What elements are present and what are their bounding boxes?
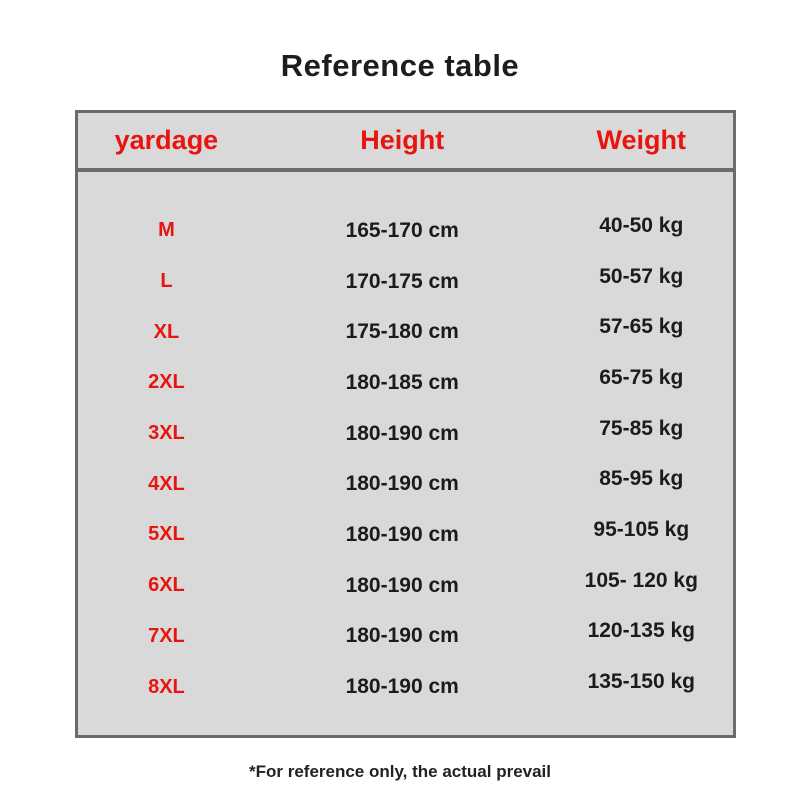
size-cell: 5XL xyxy=(148,523,185,546)
table-row xyxy=(78,256,733,307)
column-header-height: Height xyxy=(360,125,445,155)
table-row xyxy=(78,611,733,662)
height-cell: 180-190 cm xyxy=(345,675,459,699)
weight-cell: 75-85 kg xyxy=(599,416,684,440)
footnote: *For reference only, the actual prevail xyxy=(248,762,551,781)
weight-cell: 65-75 kg xyxy=(599,365,684,389)
table-row xyxy=(78,306,733,357)
height-cell: 180-190 cm xyxy=(345,624,459,648)
weight-cell: 135-150 kg xyxy=(587,670,695,694)
weight-cell: 40-50 kg xyxy=(599,213,684,237)
page-title: Reference table xyxy=(280,48,520,83)
table-body xyxy=(78,172,733,712)
table-row xyxy=(78,458,733,509)
table-row xyxy=(78,560,733,611)
height-cell: 170-175 cm xyxy=(345,269,459,293)
size-cell: 6XL xyxy=(148,574,185,597)
size-cell: M xyxy=(158,219,175,242)
weight-cell: 85-95 kg xyxy=(599,467,684,491)
size-cell: 8XL xyxy=(148,675,185,698)
column-header-weight: Weight xyxy=(596,125,687,155)
height-cell: 180-190 cm xyxy=(345,522,459,546)
weight-cell: 105- 120 kg xyxy=(584,568,698,592)
height-cell: 180-190 cm xyxy=(345,421,459,445)
table-row xyxy=(78,205,733,256)
weight-cell: 120-135 kg xyxy=(587,619,695,643)
table-header-row xyxy=(78,113,733,172)
table-row xyxy=(78,357,733,408)
size-cell: XL xyxy=(153,320,180,343)
weight-cell: 57-65 kg xyxy=(599,315,684,339)
size-cell: 2XL xyxy=(148,371,185,394)
table-row xyxy=(78,661,733,712)
weight-cell: 95-105 kg xyxy=(593,517,690,541)
column-header-yardage: yardage xyxy=(114,125,219,155)
size-reference-table xyxy=(75,110,736,738)
size-cell: 3XL xyxy=(148,422,185,445)
height-cell: 180-185 cm xyxy=(345,370,459,394)
size-cell: 4XL xyxy=(148,472,185,495)
size-cell: L xyxy=(160,270,173,293)
table-row xyxy=(78,509,733,560)
size-cell: 7XL xyxy=(148,624,185,647)
height-cell: 175-180 cm xyxy=(345,320,459,344)
height-cell: 165-170 cm xyxy=(345,218,459,242)
height-cell: 180-190 cm xyxy=(345,472,459,496)
table-row xyxy=(78,408,733,459)
weight-cell: 50-57 kg xyxy=(599,264,684,288)
height-cell: 180-190 cm xyxy=(345,573,459,597)
